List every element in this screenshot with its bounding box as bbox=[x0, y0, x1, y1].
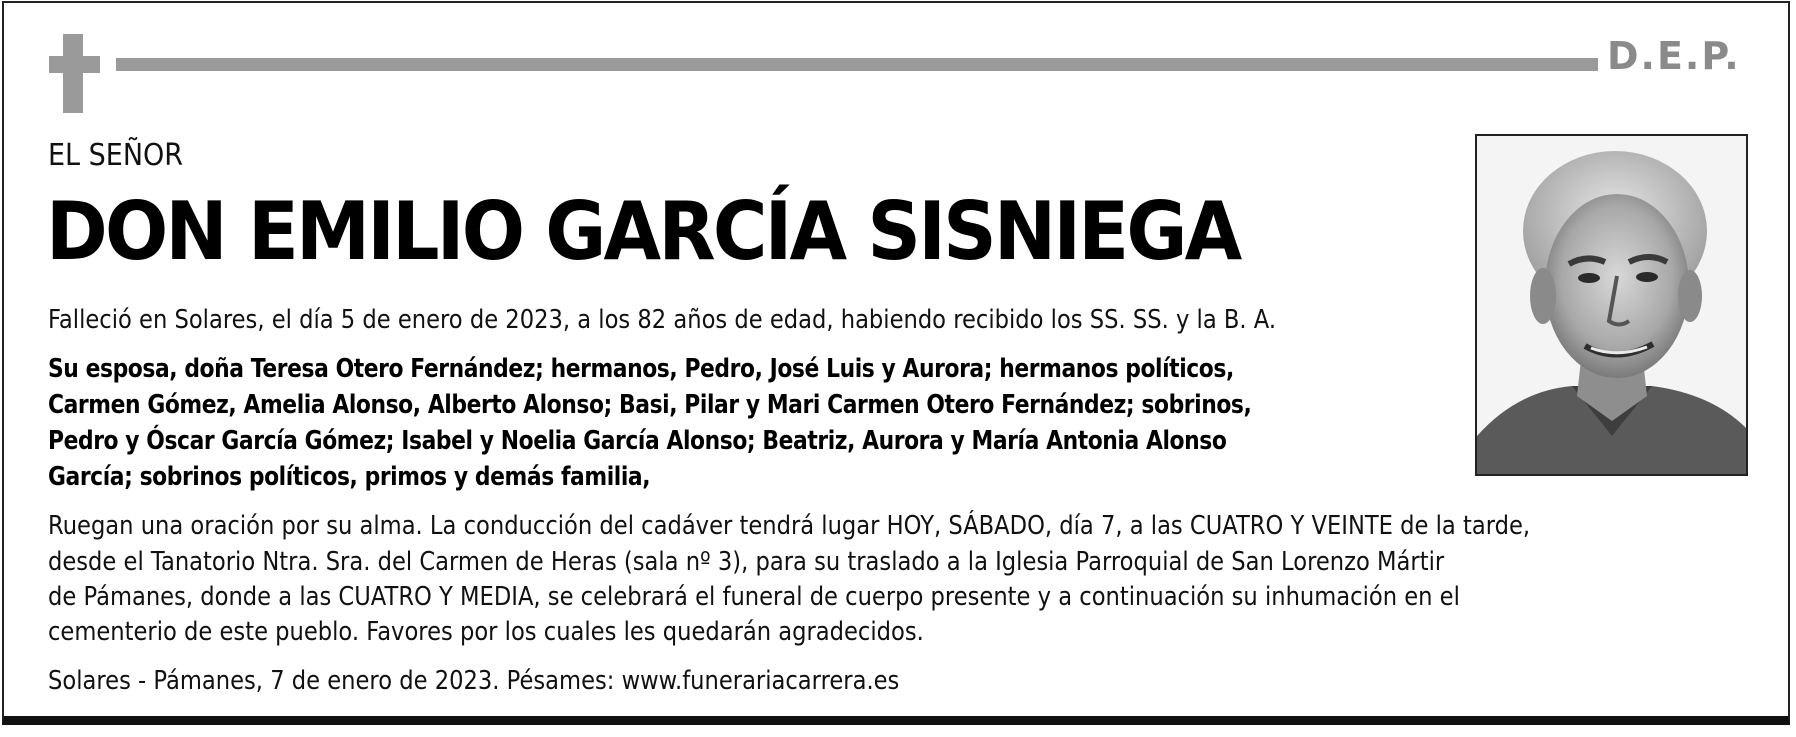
family-line: Pedro y Óscar García Gómez; Isabel y Noelia García Alonso; Beatriz, Aurora y María Antonia Alonso bbox=[48, 426, 1227, 456]
family-line: Su esposa, doña Teresa Otero Fernández; hermanos, Pedro, José Luis y Aurora; hermanos políticos, bbox=[48, 354, 1234, 384]
honorific: EL SEÑOR bbox=[48, 138, 184, 173]
service-line: cementerio de este pueblo. Favores por los cuales les quedarán agradecidos. bbox=[48, 617, 924, 647]
footer-line: Solares - Pámanes, 7 de enero de 2023. Pésames: www.funerariacarrera.es bbox=[48, 666, 900, 696]
service-line: desde el Tanatorio Ntra. Sra. del Carmen de Heras (sala nº 3), para su traslado a la Iglesia Parroquial de San Lorenzo Mártir bbox=[48, 547, 1445, 577]
service-line: Ruegan una oración por su alma. La conducción del cadáver tendrá lugar HOY, SÁBADO, día 7, a las CUATRO Y VEINTE de la tarde, bbox=[48, 511, 1531, 541]
portrait-photo bbox=[1475, 134, 1748, 476]
cross-icon bbox=[49, 34, 100, 113]
header-rule bbox=[116, 58, 1598, 71]
family-line: Carmen Gómez, Amelia Alonso, Alberto Alonso; Basi, Pilar y Mari Carmen Otero Fernández; sobrinos, bbox=[48, 390, 1252, 420]
death-line: Falleció en Solares, el día 5 de enero de 2023, a los 82 años de edad, habiendo recibido los SS. SS. y la B. A. bbox=[48, 305, 1277, 335]
deceased-name: DON EMILIO GARCÍA SISNIEGA bbox=[46, 185, 1240, 278]
family-line: García; sobrinos políticos, primos y demás familia, bbox=[48, 462, 651, 492]
service-line: de Pámanes, donde a las CUATRO Y MEDIA, se celebrará el funeral de cuerpo presente y a continuación su inhumación en el bbox=[48, 582, 1460, 612]
dep-label: D.E.P. bbox=[1607, 34, 1741, 78]
